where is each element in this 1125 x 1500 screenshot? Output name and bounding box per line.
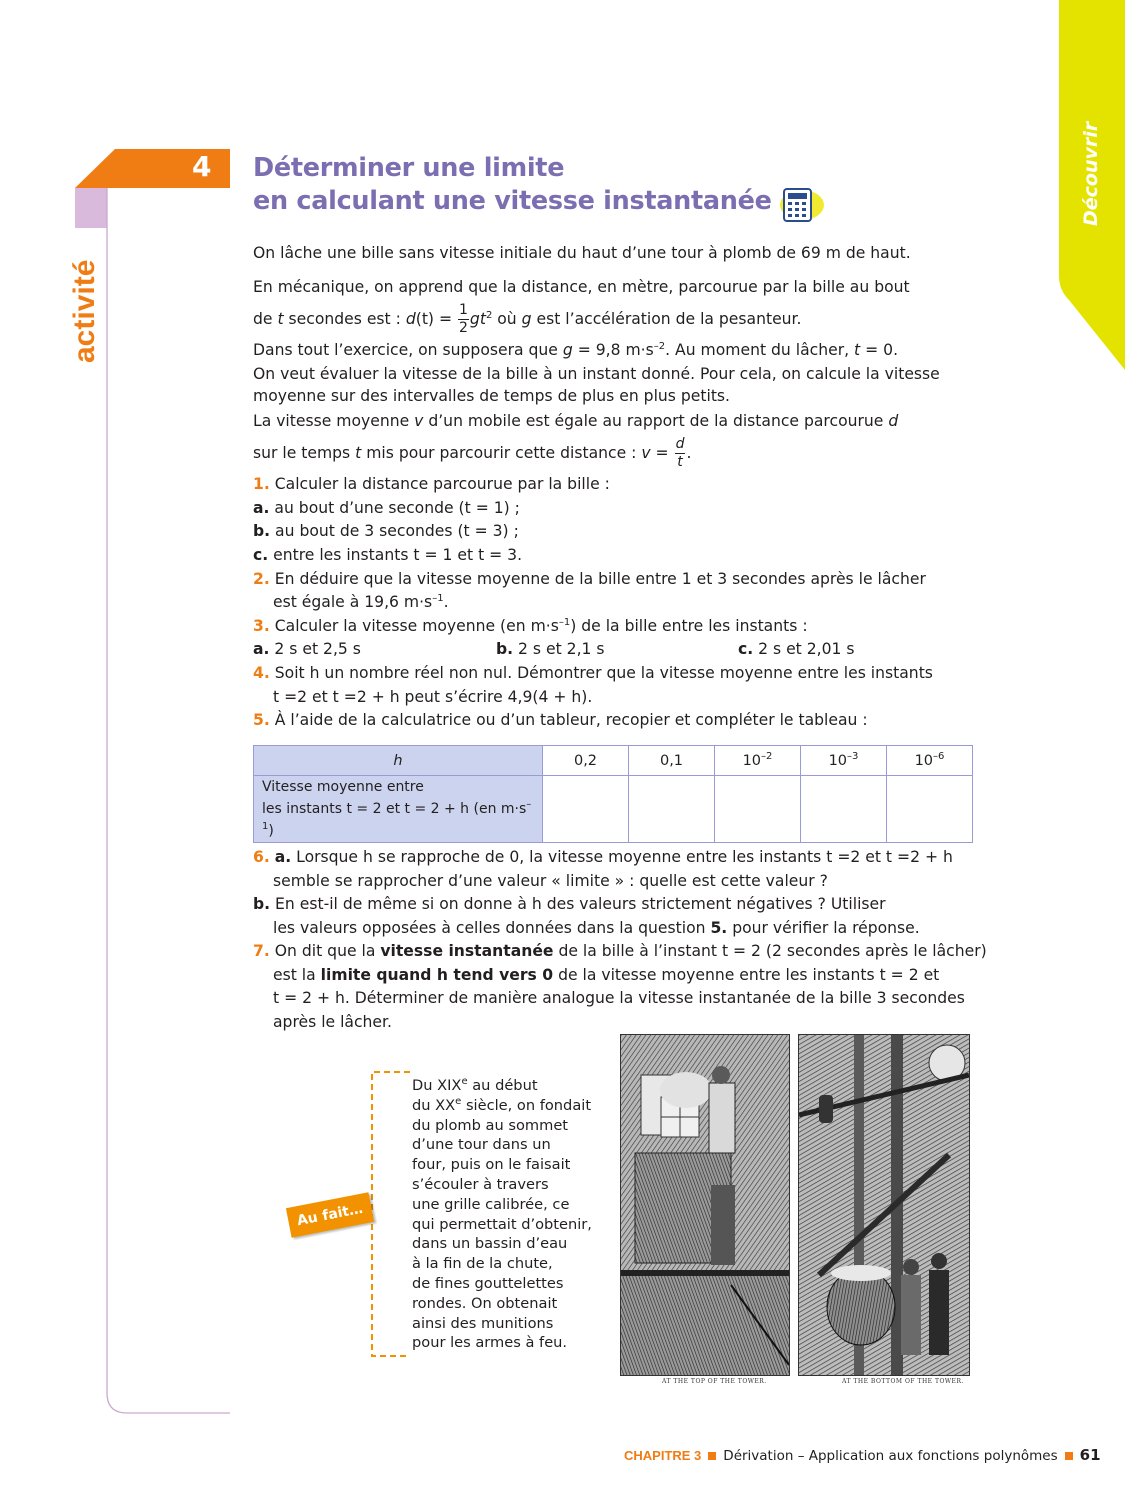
question-7: 7. On dit que la vitesse instantanée de la bille à l’instant t = 2 (2 secondes après le lâcher) bbox=[253, 942, 987, 960]
engraving-caption-right: AT THE BOTTOM OF THE TOWER. bbox=[842, 1378, 964, 1385]
question-1: 1. Calculer la distance parcourue par la bille : bbox=[253, 475, 610, 493]
activity-number: 4 bbox=[192, 150, 212, 183]
engraving-tower-top bbox=[620, 1034, 790, 1376]
question-6a-line2: semble se rapprocher d’une valeur « limite » : quelle est cette valeur ? bbox=[273, 872, 828, 890]
intro-paragraph-5: On veut évaluer la vitesse de la bille à un instant donné. Pour cela, on calcule la vitesse bbox=[253, 365, 940, 383]
table-empty-cell bbox=[887, 776, 973, 843]
table-empty-cell bbox=[543, 776, 629, 843]
intro-paragraph-6: moyenne sur des intervalles de temps de plus en plus petits. bbox=[253, 387, 731, 405]
intro-distance-formula: de t secondes est : d(t) = $\frac{1}{2}$ $gt^2$ où g est l’accélération de la pesanteur. bbox=[253, 302, 802, 336]
table-header-h: h bbox=[254, 746, 543, 776]
footer-bullet bbox=[1065, 1452, 1073, 1460]
question-1a: a. au bout d’une seconde (t = 1) ; bbox=[253, 499, 520, 517]
activity-title-line1: Déterminer une limite bbox=[253, 153, 565, 183]
question-7-line4: après le lâcher. bbox=[273, 1013, 392, 1031]
table-header-cell: $10^{-2}$ bbox=[715, 746, 801, 776]
question-7-line2: est la limite quand h tend vers 0 de la vitesse moyenne entre les instants t = 2 et bbox=[273, 966, 940, 984]
page-footer bbox=[624, 1446, 1101, 1464]
question-4: 4. Soit h un nombre réel non nul. Démontrer que la vitesse moyenne entre les instants bbox=[253, 664, 933, 682]
table-header-cell: 0,1 bbox=[629, 746, 715, 776]
table-row-label: Vitesse moyenne entre les instants t = 2 et t = 2 + h (en $m\cdot s^{-1}$) bbox=[254, 776, 543, 843]
side-tab-label: Découvrir bbox=[1080, 121, 1102, 226]
page-number: 61 bbox=[1079, 1446, 1101, 1464]
question-3c: c. 2 s et 2,01 s bbox=[738, 640, 855, 658]
table-header-cell: $10^{-6}$ bbox=[887, 746, 973, 776]
question-1c: c. entre les instants t = 1 et t = 3. bbox=[253, 546, 523, 564]
aufait-text: Du XIXe au début du XXe siècle, on fondait du plomb au sommet d’une tour dans un four, puis on le faisait s’écouler à travers une grille calibrée, ce qui permettait d’obtenir, dans un bassin d’eau à la fin de la chute, de fines gouttelettes rondes. On obtenait ainsi des munitions pour les armes à feu. bbox=[412, 1076, 592, 1352]
question-6b-line2: les valeurs opposées à celles données dans la question 5. pour vérifier la réponse. bbox=[273, 919, 920, 937]
table-empty-cell bbox=[715, 776, 801, 843]
engraving-tower-bottom bbox=[798, 1034, 970, 1376]
footer-chapter: CHAPITRE 3 bbox=[624, 1448, 702, 1463]
question-6a: 6. a. Lorsque h se rapproche de 0, la vitesse moyenne entre les instants t =2 et t =2 + h bbox=[253, 848, 953, 866]
footer-bullet bbox=[708, 1452, 716, 1460]
question-3a: a. 2 s et 2,5 s bbox=[253, 640, 361, 658]
activity-label: activité bbox=[68, 259, 101, 363]
intro-paragraph-7: La vitesse moyenne v d’un mobile est égale au rapport de la distance parcourue d bbox=[253, 412, 899, 430]
question-7-line3: t = 2 + h. Déterminer de manière analogue la vitesse instantanée de la bille 3 secondes bbox=[273, 989, 965, 1007]
question-3b: b. 2 s et 2,1 s bbox=[496, 640, 605, 658]
aufait-badge: Au fait… bbox=[286, 1192, 374, 1237]
table-header-cell: 0,2 bbox=[543, 746, 629, 776]
question-4-line2: t =2 et t =2 + h peut s’écrire 4,9(4 + h). bbox=[273, 688, 593, 706]
intro-paragraph-1: On lâche une bille sans vitesse initiale du haut d’une tour à plomb de 69 m de haut. bbox=[253, 244, 911, 262]
question-2: 2. En déduire que la vitesse moyenne de la bille entre 1 et 3 secondes après le lâcher bbox=[253, 570, 926, 588]
question-2-line2: est égale à 19,6 $m\cdot s^{-1}$. bbox=[273, 593, 449, 611]
table-header-cell: $10^{-3}$ bbox=[801, 746, 887, 776]
aufait-bracket bbox=[368, 1068, 414, 1360]
engraving-caption-left: AT THE TOP OF THE TOWER. bbox=[662, 1378, 767, 1385]
footer-title: Dérivation – Application aux fonctions polynômes bbox=[723, 1448, 1058, 1464]
intro-paragraph-4: Dans tout l’exercice, on supposera que g = 9,8 $m\cdot s^{-2}$. Au moment du lâcher, t = 0. bbox=[253, 341, 899, 359]
activity-title-line2: en calculant une vitesse instantanée bbox=[253, 186, 772, 216]
values-table bbox=[253, 745, 973, 843]
table-empty-cell bbox=[629, 776, 715, 843]
intro-paragraph-2: En mécanique, on apprend que la distance, en mètre, parcourue par la bille au bout bbox=[253, 278, 910, 296]
table-empty-cell bbox=[801, 776, 887, 843]
question-5: 5. À l’aide de la calculatrice ou d’un tableur, recopier et compléter le tableau : bbox=[253, 711, 868, 729]
question-6b: b. En est-il de même si on donne à h des valeurs strictement négatives ? Utiliser bbox=[253, 895, 886, 913]
question-1b: b. au bout de 3 secondes (t = 3) ; bbox=[253, 522, 519, 540]
calculator-icon bbox=[775, 186, 825, 224]
question-3: 3. Calculer la vitesse moyenne (en $m\cdot s^{-1}$) de la bille entre les instants : bbox=[253, 617, 808, 635]
intro-velocity-formula: sur le temps t mis pour parcourir cette distance : v = $\frac{d}{t}$ . bbox=[253, 436, 692, 470]
